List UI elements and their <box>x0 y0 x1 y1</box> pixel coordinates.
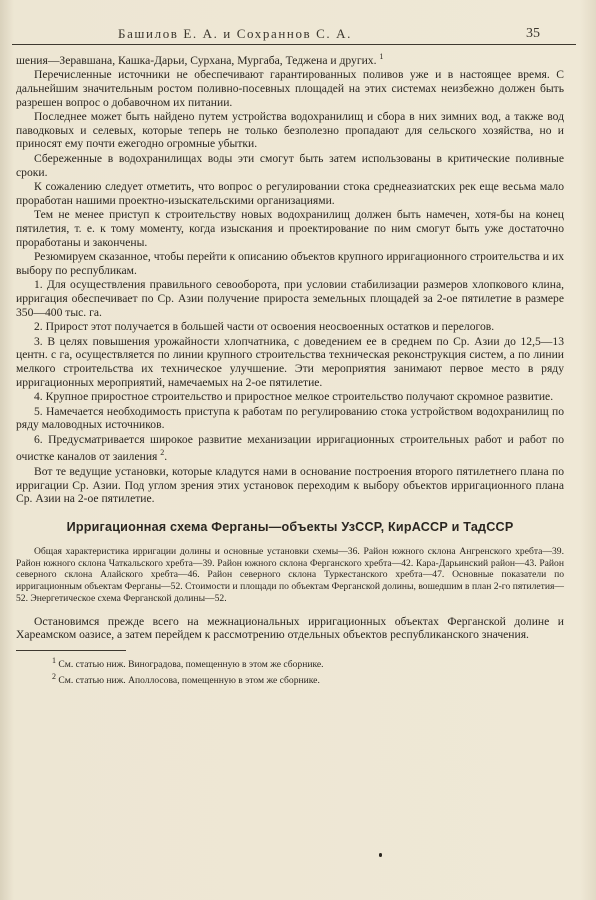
list-item: 2. Прирост этот получается в большей части от освоения неосвоенных остатков и перелогов. <box>34 320 495 334</box>
page-body <box>16 50 564 687</box>
section-heading: Ирригационная схема Ферганы—объекты УзССР, КирАССР и ТадССР <box>66 519 514 534</box>
footnote-ref: 2 <box>160 448 165 458</box>
paragraph: Последнее может быть найдено путем устройства водохранилищ и сбора в них зимних вод, а также вод паводковых и селевых, которые теперь не только безполезно пропадают для сельского хозяйства, но и приносят ему почти ежегодно огромные убытки. <box>16 110 564 151</box>
list-item: 5. Намечается необходимость приступа к работам по регулированию стока устройством водохранилищ по ряду маловодных источников. <box>16 404 564 432</box>
list-item: 1. Для осуществления правильного севооборота, при условии стабилизации размеров хлопкового клина, ирригация обеспечивает по Ср. Азии получение прироста земельных площадей за 2-ое пятилетие в размере 350—400 тыс. га. <box>16 278 564 319</box>
footnote-ref: 1 <box>379 52 384 61</box>
footnote: $^1$ См. статью ниж. Виноградова, помещенную в этом же сборнике. <box>52 655 324 671</box>
paragraph: Тем не менее приступ к строительству новых водохранилищ должен быть намечен, хотя-бы на конец пятилетия, т. е. к тому моменту, когда изыскания и проектирование по ним смогут быть уже достаточно проработаны и закончены. <box>16 208 564 249</box>
footnote-rule <box>16 650 126 651</box>
paragraph: Вот те ведущие установки, которые кладутся нами в основание построения второго пятилетнего плана по ирригации Ср. Азии. Под углом зрения этих установок переходим к выбору объектов ирригационного плана Ср. Азии на 2-ое пятилетие. <box>16 464 564 506</box>
footnote: $^2$ См. статью ниж. Аполлосова, помещенную в этом же сборнике. <box>52 671 320 687</box>
print-speck <box>379 853 382 857</box>
paragraph: Резюмируем сказанное, чтобы перейти к описанию объектов крупного ирригационного строительства и их выбору по республикам. <box>16 250 564 277</box>
list-item: 3. В целях повышения урожайности хлопчатника, с доведением ее в среднем по Ср. Азии до 12,5—13 центн. с га, осуществляется по линии крупного строительства техническая реконструкция систем, а по линии мелкого строительства их техническое улучшение. Эти мероприятия занимают первое место в ряду ирригационных мероприятий, намечаемых на 2-ое пятилетие. <box>16 334 564 389</box>
list-item: 6. Предусматривается широкое развитие механизации ирригационных строительных работ и работ по очистке каналов от заиления $^2$. <box>16 432 564 464</box>
running-title: Башилов Е. А. и Сохраннов С. А. <box>118 26 352 41</box>
paragraph: шения—Зеравшана, Кашка-Дарьи, Сурхана, Мургаба, Теджена и других. $^1$ <box>16 52 384 67</box>
section-summary: Общая характеристика ирригации долины и основные установки схемы—36. Район южного склона Ангренского хребта—39. Район южного склона Чаткальского хребта—39. Район южного склона Ферганского хребта—42. Кара-Дарьинский район—43. Район северного склона Алайского хребта—46. Район северного склона Туркестанского хребта—47. Основные показатели по ирригационным объектам Ферганы—52. Стоимости и площади по объектам Ферганской долины, вошедшим в план 2-го пятилетия—52. Энергетическое схема Ферганской долины—52. <box>16 545 564 604</box>
paragraph: Перечисленные источники не обеспечивают гарантированных поливов уже и в настоящее время. С дальнейшим значительным ростом поливно-посевных площадей на этих системах неизбежно должен быть разрешен вопрос о добавочном их питании. <box>16 68 564 109</box>
list-item: 4. Крупное приростное строительство и приростное мелкое строительство получают скромное развитие. <box>34 390 554 404</box>
paragraph: К сожалению следует отметить, что вопрос о регулировании стока среднеазиатских рек еще весьма мало проработан нашими проектно-изыскательскими организациями. <box>16 180 564 207</box>
closing-paragraph: Остановимся прежде всего на межнациональных ирригационных объектах Ферганской долине и Хареамском оазисе, а затем перейдем к рассмотрению отдельных объектов республиканского значения. <box>16 614 564 642</box>
paragraph: Сбереженные в водохранилищах воды эти смогут быть затем использованы в критические поливные сроки. <box>16 152 564 179</box>
page-number: 35 <box>526 26 540 41</box>
header-rule <box>12 44 576 45</box>
